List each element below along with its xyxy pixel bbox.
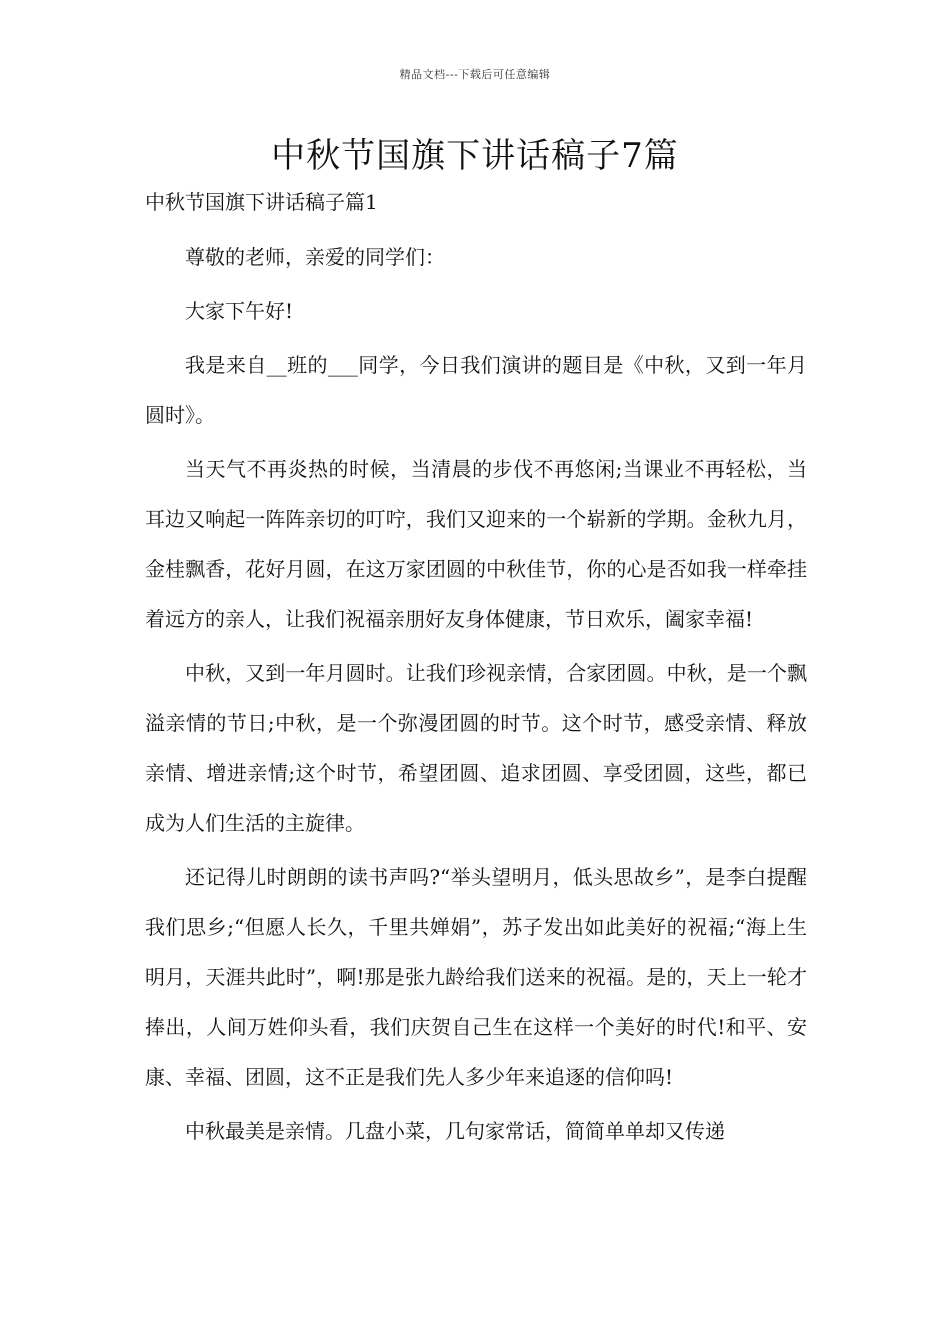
paragraph-hello: 大家下午好! [185, 299, 294, 323]
paragraph-greeting: 尊敬的老师，亲爱的同学们： [185, 245, 445, 269]
page-header: 精品文档---下载后可任意编辑 [399, 68, 551, 81]
paragraph-body: 中秋最美是亲情。几盘小菜，几句家常话，简简单单却又传递 [185, 1119, 725, 1143]
section-subtitle: 中秋节国旗下讲话稿子篇1 [145, 190, 378, 214]
paragraph-body: 还记得儿时朗朗的读书声吗?“举头望明月，低头思故乡”，是李白提醒我们思乡;“但愿人长久，千里共婵娟”，苏子发出如此美好的祝福;“海上生明月，天涯共此时”，啊!那是张九龄给我们送来的祝福。是的，天上一轮才捧出，人间万姓仰头看，我们庆贺自己生在这样一个美好的时代!和平、安康、幸福、团圆，这不正是我们先人多少年来追逐的信仰吗! [145, 865, 807, 1089]
document-body [145, 232, 807, 1160]
paragraph-intro: 我是来自__班的___同学，今日我们演讲的题目是《中秋，又到一年月圆时》。 [145, 353, 807, 427]
document-title: 中秋节国旗下讲话稿子7篇 [271, 136, 679, 176]
paragraph-body: 中秋，又到一年月圆时。让我们珍视亲情，合家团圆。中秋，是一个飘溢亲情的节日;中秋，是一个弥漫团圆的时节。这个时节，感受亲情、释放亲情、增进亲情;这个时节，希望团圆、追求团圆、享受团圆，这些，都已成为人们生活的主旋律。 [145, 661, 807, 835]
paragraph-body: 当天气不再炎热的时候，当清晨的步伐不再悠闲;当课业不再轻松，当耳边又响起一阵阵亲切的叮咛，我们又迎来的一个崭新的学期。金秋九月，金桂飘香，花好月圆，在这万家团圆的中秋佳节，你的心是否如我一样牵挂着远方的亲人，让我们祝福亲朋好友身体健康，节日欢乐，阖家幸福! [145, 457, 807, 631]
